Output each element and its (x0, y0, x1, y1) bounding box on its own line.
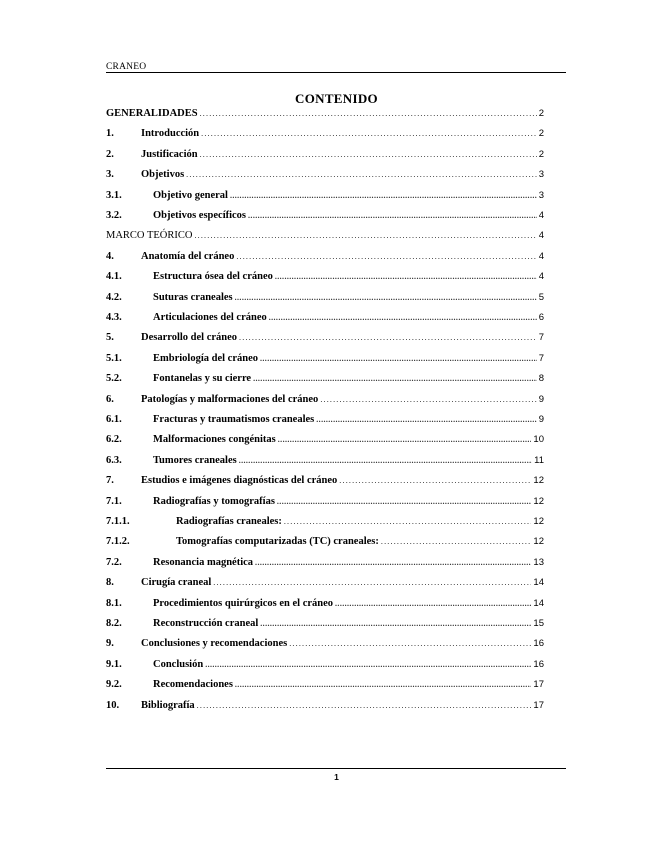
toc-leader-dots (197, 698, 532, 714)
header-divider (106, 72, 566, 73)
toc-entry-number: 5. (106, 332, 114, 344)
toc-entry[interactable] (106, 269, 544, 285)
toc-entry-title: Radiografías y tomografías (153, 495, 275, 507)
toc-leader-dots (260, 616, 531, 632)
toc-entry-number: 1. (106, 128, 114, 140)
toc-entry-title: Desarrollo del cráneo (141, 332, 238, 344)
toc-entry-page: 16 (533, 658, 544, 670)
toc-entry-number: 6.2. (106, 434, 122, 446)
toc-entry[interactable] (106, 188, 544, 204)
toc-entry-title: Objetivos (141, 169, 185, 181)
toc-entry[interactable] (106, 453, 544, 469)
toc-leader-dots (269, 310, 537, 326)
toc-entry-number: 7.2. (106, 556, 122, 568)
toc-entry-title: Objetivo general (153, 189, 228, 201)
toc-entry-page: 11 (534, 454, 544, 466)
toc-leader-dots (316, 412, 536, 428)
toc-leader-dots (236, 249, 536, 265)
toc-entry[interactable] (106, 290, 544, 306)
toc-entry-number: 5.1. (106, 352, 122, 364)
toc-entry[interactable] (106, 106, 544, 122)
toc-entry-page: 13 (533, 556, 544, 568)
toc-entry-number: 6.3. (106, 454, 122, 466)
toc-entry-number: 6. (106, 393, 114, 405)
footer-divider (106, 768, 566, 769)
toc-leader-dots (248, 208, 537, 224)
toc-leader-dots (201, 126, 537, 142)
toc-entry-page: 14 (533, 577, 544, 589)
toc-entry-title: Fontanelas y su cierre (153, 373, 252, 385)
toc-entry[interactable] (106, 249, 544, 265)
toc-title: CONTENIDO (295, 91, 378, 106)
toc-entry[interactable] (106, 330, 544, 346)
toc-entry-title: Malformaciones congénitas (153, 434, 276, 446)
toc-leader-dots (339, 473, 531, 489)
toc-entry-title: GENERALIDADES (106, 108, 198, 119)
toc-entry[interactable] (106, 351, 544, 367)
toc-entry-page: 2 (538, 148, 544, 160)
toc-entry-page: 12 (533, 495, 544, 507)
toc-entry[interactable] (106, 310, 544, 326)
toc-leader-dots (235, 677, 532, 693)
toc-entry-title: Bibliografía (141, 699, 195, 711)
toc-entry-number: 2. (106, 148, 114, 160)
toc-leader-dots (200, 147, 537, 163)
toc-entry-title: Objetivos específicos (153, 210, 247, 221)
toc-entry[interactable] (106, 698, 544, 714)
toc-entry-title: Reconstrucción craneal (153, 618, 259, 629)
toc-entry-number: 3.2. (106, 210, 122, 221)
toc-entry-number: 7.1.2. (106, 536, 130, 548)
toc-entry-number: 7.1. (106, 495, 122, 507)
toc-entry[interactable] (106, 167, 544, 183)
toc-entry[interactable] (106, 494, 544, 510)
toc-leader-dots (253, 371, 537, 387)
toc-entry-page: 10 (533, 434, 544, 446)
toc-entry-title: Suturas craneales (153, 291, 233, 303)
toc-entry[interactable] (106, 228, 544, 244)
page-number: 1 (334, 772, 339, 782)
toc-entry-page: 9 (538, 393, 544, 405)
toc-entry-number: 4. (106, 250, 114, 262)
toc-entry-page: 14 (533, 597, 544, 609)
toc-entry-title: Articulaciones del cráneo (153, 312, 267, 323)
toc-entry[interactable] (106, 412, 544, 428)
toc-entry-title: Conclusiones y recomendaciones (141, 638, 288, 650)
toc-entry-title: Radiografías craneales: (176, 516, 282, 527)
toc-entry[interactable] (106, 636, 544, 652)
toc-leader-dots (320, 392, 536, 408)
toc-entry[interactable] (106, 392, 544, 408)
toc-entry-page: 12 (533, 516, 544, 527)
toc-entry-number: 8. (106, 577, 114, 589)
toc-leader-dots (239, 330, 537, 346)
toc-leader-dots (194, 228, 536, 244)
toc-leader-dots (200, 106, 537, 122)
toc-entry-title: Tumores craneales (153, 454, 237, 466)
toc-entry-number: 9.1. (106, 658, 122, 670)
toc-entry-title: Procedimientos quirúrgicos en el cráneo (153, 597, 334, 609)
toc-entry-page: 2 (538, 128, 544, 140)
toc-entry-page: 5 (538, 291, 544, 303)
toc-entry-number: 9.2. (106, 679, 122, 691)
toc-entry-title: Cirugía craneal (141, 577, 212, 589)
toc-entry-page: 3 (538, 189, 544, 201)
toc-entry-page: 9 (538, 414, 544, 425)
toc-entry-number: 4.1. (106, 271, 122, 283)
toc-leader-dots (230, 188, 537, 204)
toc-entry[interactable] (106, 514, 544, 530)
toc-entry-page: 8 (538, 373, 544, 385)
toc-leader-dots (289, 636, 531, 652)
toc-entry[interactable] (106, 657, 544, 673)
toc-entry[interactable] (106, 575, 544, 591)
toc-entry-page: 4 (538, 271, 544, 283)
toc-entry-title: Patologías y malformaciones del cráneo (141, 393, 319, 405)
toc-entry[interactable] (106, 126, 544, 142)
toc-entry-number: 7. (106, 475, 114, 487)
toc-entry[interactable] (106, 677, 544, 693)
toc-entry-title: Introducción (141, 128, 200, 140)
toc-entry-page: 4 (538, 210, 544, 221)
toc-entry-number: 8.2. (106, 618, 122, 629)
toc-leader-dots (255, 555, 531, 571)
toc-entry-number: 10. (106, 699, 120, 711)
toc-leader-dots (277, 494, 532, 510)
toc-entry[interactable] (106, 616, 544, 632)
toc-entry-title: MARCO TEÓRICO (106, 230, 193, 242)
toc-entry-number: 7.1.1. (106, 516, 130, 527)
toc-entry-page: 7 (538, 352, 544, 364)
toc-leader-dots (235, 290, 537, 306)
toc-leader-dots (275, 269, 537, 285)
toc-entry[interactable] (106, 371, 544, 387)
toc-entry-title: Justificación (141, 148, 198, 160)
toc-entry-title: Embriología del cráneo (153, 352, 258, 364)
toc-leader-dots (278, 432, 532, 448)
toc-entry-page: 3 (538, 169, 544, 181)
toc-entry-title: Recomendaciones (153, 679, 233, 691)
toc-entry[interactable] (106, 596, 544, 612)
toc-entry-title: Anatomía del cráneo (141, 250, 235, 262)
toc-entry-page: 2 (538, 108, 544, 119)
toc-entry-title: Estructura ósea del cráneo (153, 271, 273, 283)
toc-entry-page: 17 (533, 679, 544, 691)
toc-leader-dots (213, 575, 531, 591)
toc-entry-page: 15 (533, 618, 544, 629)
toc-entry-page: 17 (533, 699, 544, 711)
toc-entry[interactable] (106, 208, 544, 224)
toc-leader-dots (186, 167, 537, 183)
toc-entry-title: Conclusión (153, 658, 204, 670)
toc-entry-number: 4.3. (106, 312, 122, 323)
toc-entry[interactable] (106, 555, 544, 571)
toc-leader-dots (335, 596, 531, 612)
toc-leader-dots (205, 657, 531, 673)
toc-entry[interactable] (106, 147, 544, 163)
toc-entry-number: 6.1. (106, 414, 122, 425)
toc-entry-title: Resonancia magnética (153, 556, 254, 568)
toc-entry-number: 3.1. (106, 189, 122, 201)
toc-entry-page: 16 (533, 638, 544, 650)
toc-leader-dots (260, 351, 537, 367)
toc-entry[interactable] (106, 534, 544, 550)
toc-entry-number: 8.1. (106, 597, 122, 609)
toc-leader-dots (284, 514, 532, 530)
toc-entry-number: 5.2. (106, 373, 122, 385)
toc-entry-number: 3. (106, 169, 114, 181)
toc-entry-page: 12 (533, 536, 544, 548)
toc-entry-page: 4 (538, 230, 544, 242)
toc-entry-title: Estudios e imágenes diagnósticas del cráneo (141, 475, 338, 487)
toc-entry[interactable] (106, 432, 544, 448)
running-header: CRANEO (106, 62, 147, 72)
toc-entry-number: 9. (106, 638, 114, 650)
toc-leader-dots (239, 453, 532, 469)
toc-entry-title: Tomografías computarizadas (TC) craneales: (176, 536, 379, 548)
toc-entry[interactable] (106, 473, 544, 489)
toc-entry-number: 4.2. (106, 291, 122, 303)
toc-entry-title: Fracturas y traumatismos craneales (153, 414, 315, 425)
toc-leader-dots (381, 534, 532, 550)
toc-entry-page: 6 (538, 312, 544, 323)
toc-entry-page: 7 (538, 332, 544, 344)
toc-entry-page: 4 (538, 250, 544, 262)
toc-entry-page: 12 (533, 475, 544, 487)
